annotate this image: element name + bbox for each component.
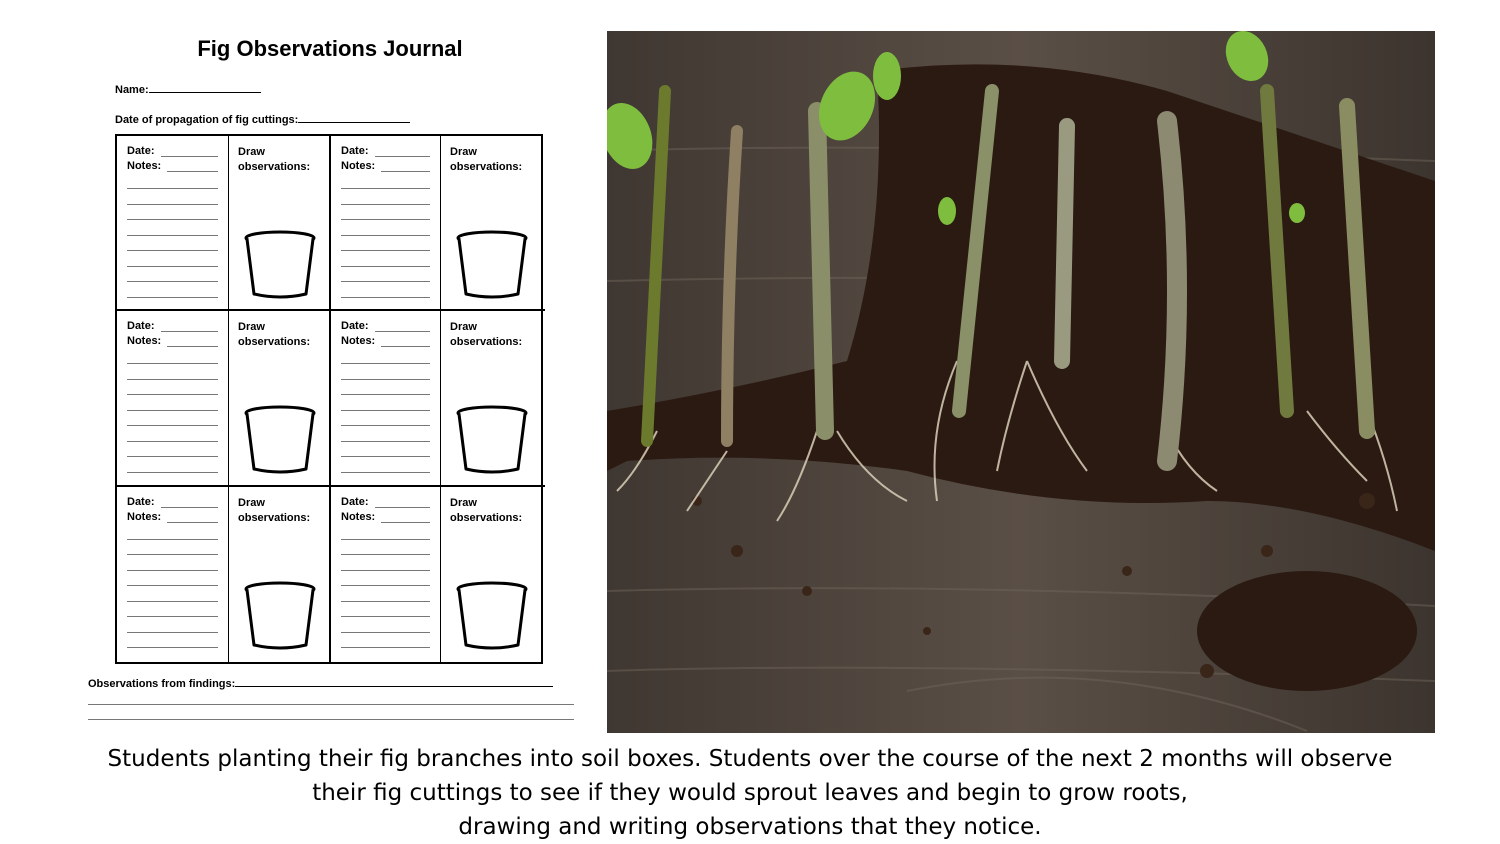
drawing-cell xyxy=(229,487,331,662)
notes-line xyxy=(341,219,430,220)
notes-line xyxy=(167,522,218,523)
draw-observations-label xyxy=(450,496,522,526)
caption xyxy=(0,742,1500,844)
notes-line xyxy=(341,456,430,457)
notes-line xyxy=(341,539,430,540)
notes-line xyxy=(127,363,218,364)
findings-label: Observations from findings: xyxy=(88,678,236,690)
notes-line xyxy=(127,554,218,555)
date-label: Date: xyxy=(127,320,155,333)
draw-label-line-1: Draw xyxy=(238,321,265,334)
notes-label: Notes: xyxy=(127,510,162,523)
notes-line xyxy=(127,410,218,411)
pot-icon xyxy=(244,230,316,300)
notes-cell xyxy=(117,487,229,662)
pot-icon xyxy=(244,581,316,651)
caption-line-2: their fig cuttings to see if they would sprout leaves and begin to grow roots, xyxy=(312,780,1188,806)
journal-title: Fig Observations Journal xyxy=(197,36,463,61)
draw-observations-label xyxy=(450,320,522,350)
findings-field xyxy=(88,676,553,690)
notes-line xyxy=(127,235,218,236)
notes-line xyxy=(341,585,430,586)
draw-label-line-2: observations: xyxy=(450,161,523,173)
notes-line xyxy=(127,539,218,540)
draw-observations-label xyxy=(450,145,522,175)
pot-icon xyxy=(456,230,528,300)
notes-line xyxy=(381,346,430,347)
notes-line xyxy=(341,425,430,426)
notes-line xyxy=(341,297,430,298)
name-label: Name: xyxy=(115,84,149,96)
notes-line xyxy=(127,472,218,473)
journal-worksheet xyxy=(80,30,590,730)
pot-icon xyxy=(456,405,528,475)
notes-cell xyxy=(331,136,441,311)
notes-line xyxy=(381,171,430,172)
notes-line xyxy=(341,647,430,648)
findings-line xyxy=(88,704,574,705)
notes-line xyxy=(341,554,430,555)
date-label: Date: xyxy=(127,495,155,508)
notes-line xyxy=(341,188,430,189)
notes-cell xyxy=(117,136,229,311)
notes-line xyxy=(341,601,430,602)
notes-label: Notes: xyxy=(127,160,162,172)
notes-line xyxy=(341,441,430,442)
draw-observations-label xyxy=(238,145,310,175)
draw-label-line-2: observations: xyxy=(450,336,523,349)
notes-line xyxy=(341,204,430,205)
notes-line xyxy=(341,363,430,364)
notes-line xyxy=(127,632,218,633)
notes-line xyxy=(127,250,218,251)
notes-line xyxy=(127,204,218,205)
notes-line xyxy=(127,425,218,426)
draw-label-line-1: Draw xyxy=(450,496,477,509)
notes-line xyxy=(127,616,218,617)
date-label: Date: xyxy=(127,145,155,157)
notes-line xyxy=(341,250,430,251)
notes-line xyxy=(127,297,218,298)
notes-line xyxy=(167,346,218,347)
notes-line xyxy=(341,570,430,571)
notes-line xyxy=(127,379,218,380)
notes-line xyxy=(341,632,430,633)
notes-line xyxy=(127,394,218,395)
notes-line xyxy=(341,235,430,236)
date-line xyxy=(161,331,218,332)
draw-label-line-1: Draw xyxy=(450,321,477,334)
drawing-cell xyxy=(441,487,545,662)
draw-label-line-2: observations: xyxy=(450,511,523,524)
propagation-date-field xyxy=(115,112,410,126)
draw-label-line-1: Draw xyxy=(238,146,265,158)
draw-label-line-2: observations: xyxy=(238,161,311,173)
notes-cell xyxy=(331,487,441,662)
draw-label-line-1: Draw xyxy=(450,146,477,158)
pot-icon xyxy=(456,581,528,651)
notes-line xyxy=(341,410,430,411)
name-field xyxy=(115,82,261,96)
notes-label: Notes: xyxy=(127,335,162,348)
date-line xyxy=(375,331,430,332)
draw-label-line-2: observations: xyxy=(238,336,311,349)
draw-observations-label xyxy=(238,496,310,526)
findings-line xyxy=(88,719,574,720)
observation-grid xyxy=(115,134,543,664)
notes-line xyxy=(127,647,218,648)
notes-line xyxy=(127,266,218,267)
notes-line xyxy=(341,394,430,395)
pot-icon xyxy=(244,405,316,475)
notes-line xyxy=(341,616,430,617)
date-line xyxy=(161,507,218,508)
notes-line xyxy=(167,171,218,172)
propagation-date-label: Date of propagation of fig cuttings: xyxy=(115,114,299,126)
notes-label: Notes: xyxy=(341,160,376,172)
notes-label: Notes: xyxy=(341,510,376,523)
drawing-cell xyxy=(441,136,545,311)
notes-label: Notes: xyxy=(341,335,376,348)
notes-line xyxy=(381,522,430,523)
drawing-cell xyxy=(441,311,545,486)
notes-line xyxy=(127,219,218,220)
notes-cell xyxy=(117,311,229,486)
date-label: Date: xyxy=(341,495,369,508)
fig-cuttings-photo xyxy=(607,31,1435,733)
notes-line xyxy=(341,281,430,282)
notes-line xyxy=(127,188,218,189)
notes-line xyxy=(127,456,218,457)
draw-label-line-1: Draw xyxy=(238,496,265,509)
notes-line xyxy=(341,379,430,380)
notes-line xyxy=(341,472,430,473)
drawing-cell xyxy=(229,136,331,311)
notes-cell xyxy=(331,311,441,486)
caption-line-3: drawing and writing observations that they notice. xyxy=(458,814,1042,840)
draw-observations-label xyxy=(238,320,310,350)
date-line xyxy=(375,156,430,157)
notes-line xyxy=(341,266,430,267)
date-label: Date: xyxy=(341,320,369,333)
caption-line-1: Students planting their fig branches into soil boxes. Students over the course of the next 2 months will observe xyxy=(107,746,1393,772)
notes-line xyxy=(127,601,218,602)
drawing-cell xyxy=(229,311,331,486)
date-line xyxy=(375,507,430,508)
draw-label-line-2: observations: xyxy=(238,511,311,524)
notes-line xyxy=(127,441,218,442)
notes-line xyxy=(127,570,218,571)
date-line xyxy=(161,156,218,157)
fig-cuttings-with-roots-photo-icon xyxy=(607,31,1435,733)
date-label: Date: xyxy=(341,145,369,157)
notes-line xyxy=(127,585,218,586)
notes-line xyxy=(127,281,218,282)
